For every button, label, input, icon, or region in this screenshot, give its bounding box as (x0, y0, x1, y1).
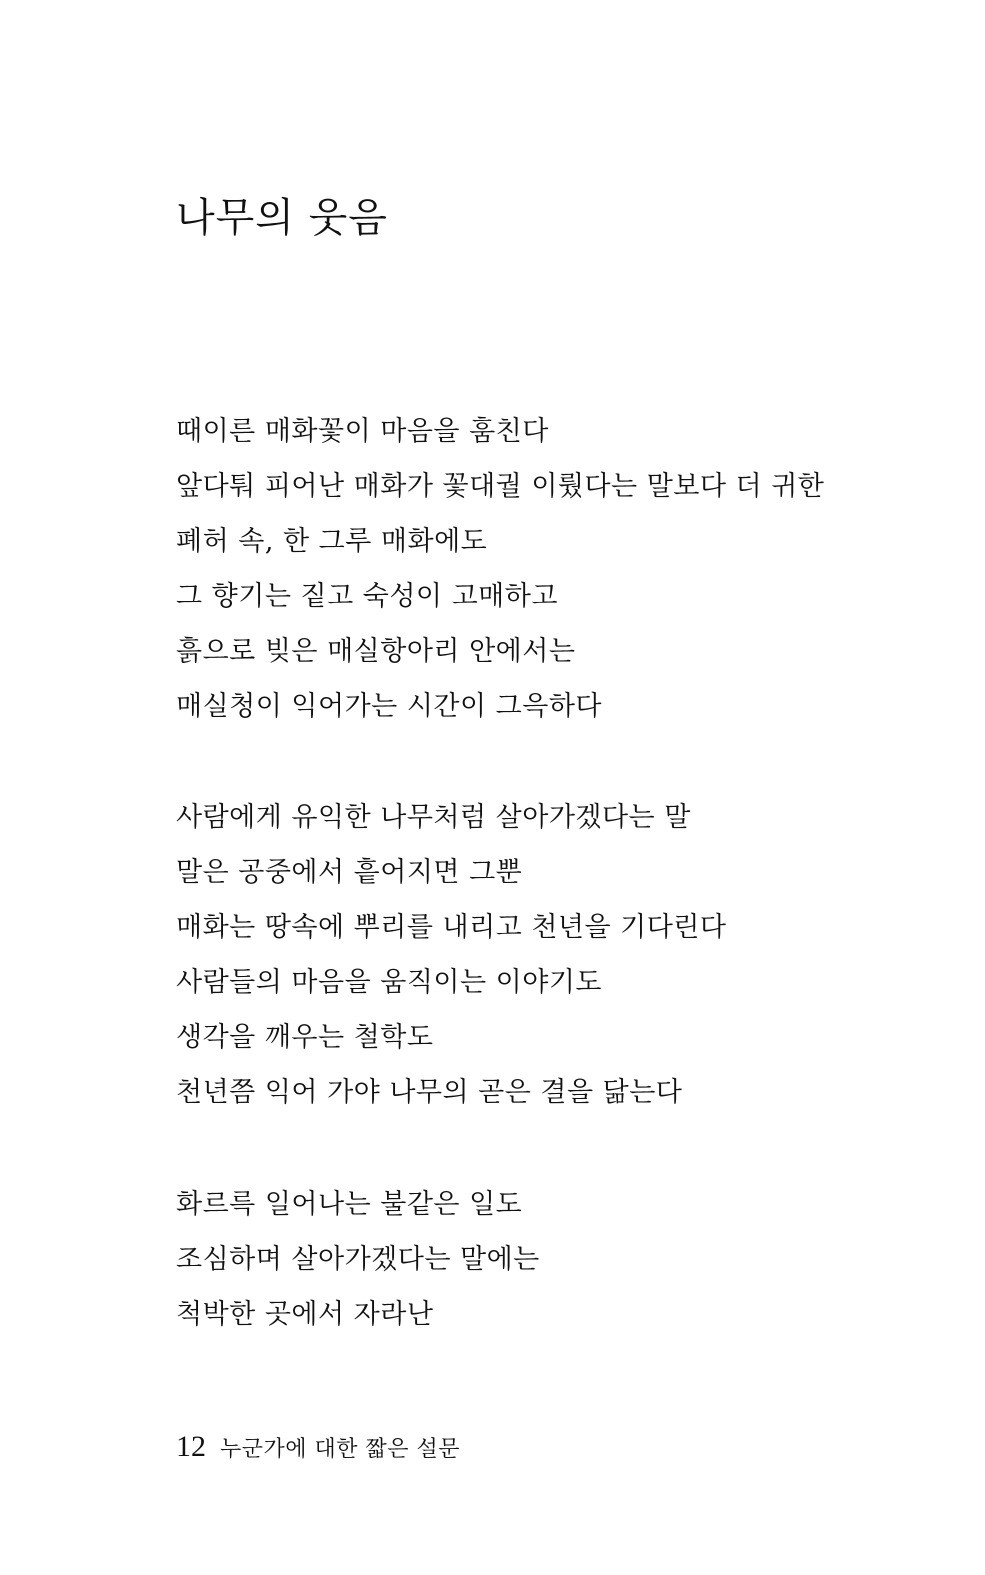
poem-line: 사람들의 마음을 움직이는 이야기도 (176, 967, 602, 998)
poem-line: 폐허 속, 한 그루 매화에도 (176, 526, 488, 557)
poem-line: 생각을 깨우는 철학도 (176, 1022, 434, 1053)
poem-line: 때이른 매화꽃이 마음을 훔친다 (176, 416, 549, 447)
poem-line: 앞다퉈 피어난 매화가 꽃대궐 이뤘다는 말보다 더 귀한 (176, 471, 825, 502)
book-title: 누군가에 대한 짧은 설문 (220, 1437, 461, 1462)
stanza-1 (176, 404, 824, 734)
poem-line: 천년쯤 익어 가야 나무의 곧은 결을 닮는다 (176, 1077, 683, 1108)
stanza-3 (176, 1177, 540, 1342)
poem-line: 흙으로 빚은 매실항아리 안에서는 (176, 636, 576, 667)
page-footer (176, 1430, 460, 1464)
stanza-2 (176, 790, 726, 1120)
poem-title: 나무의 웃음 (176, 195, 388, 241)
poem-line: 말은 공중에서 흩어지면 그뿐 (176, 857, 523, 888)
poem-line: 척박한 곳에서 자라난 (176, 1299, 434, 1330)
poem-line: 사람에게 유익한 나무처럼 살아가겠다는 말 (176, 802, 691, 833)
poem-line: 화르륵 일어나는 불같은 일도 (176, 1189, 523, 1220)
page-number: 12 (176, 1430, 206, 1463)
poem-line: 매화는 땅속에 뿌리를 내리고 천년을 기다린다 (176, 912, 727, 943)
poem-line: 조심하며 살아가겠다는 말에는 (176, 1244, 540, 1275)
poem-line: 매실청이 익어가는 시간이 그윽하다 (176, 691, 602, 722)
poem-line: 그 향기는 짙고 숙성이 고매하고 (176, 581, 558, 612)
